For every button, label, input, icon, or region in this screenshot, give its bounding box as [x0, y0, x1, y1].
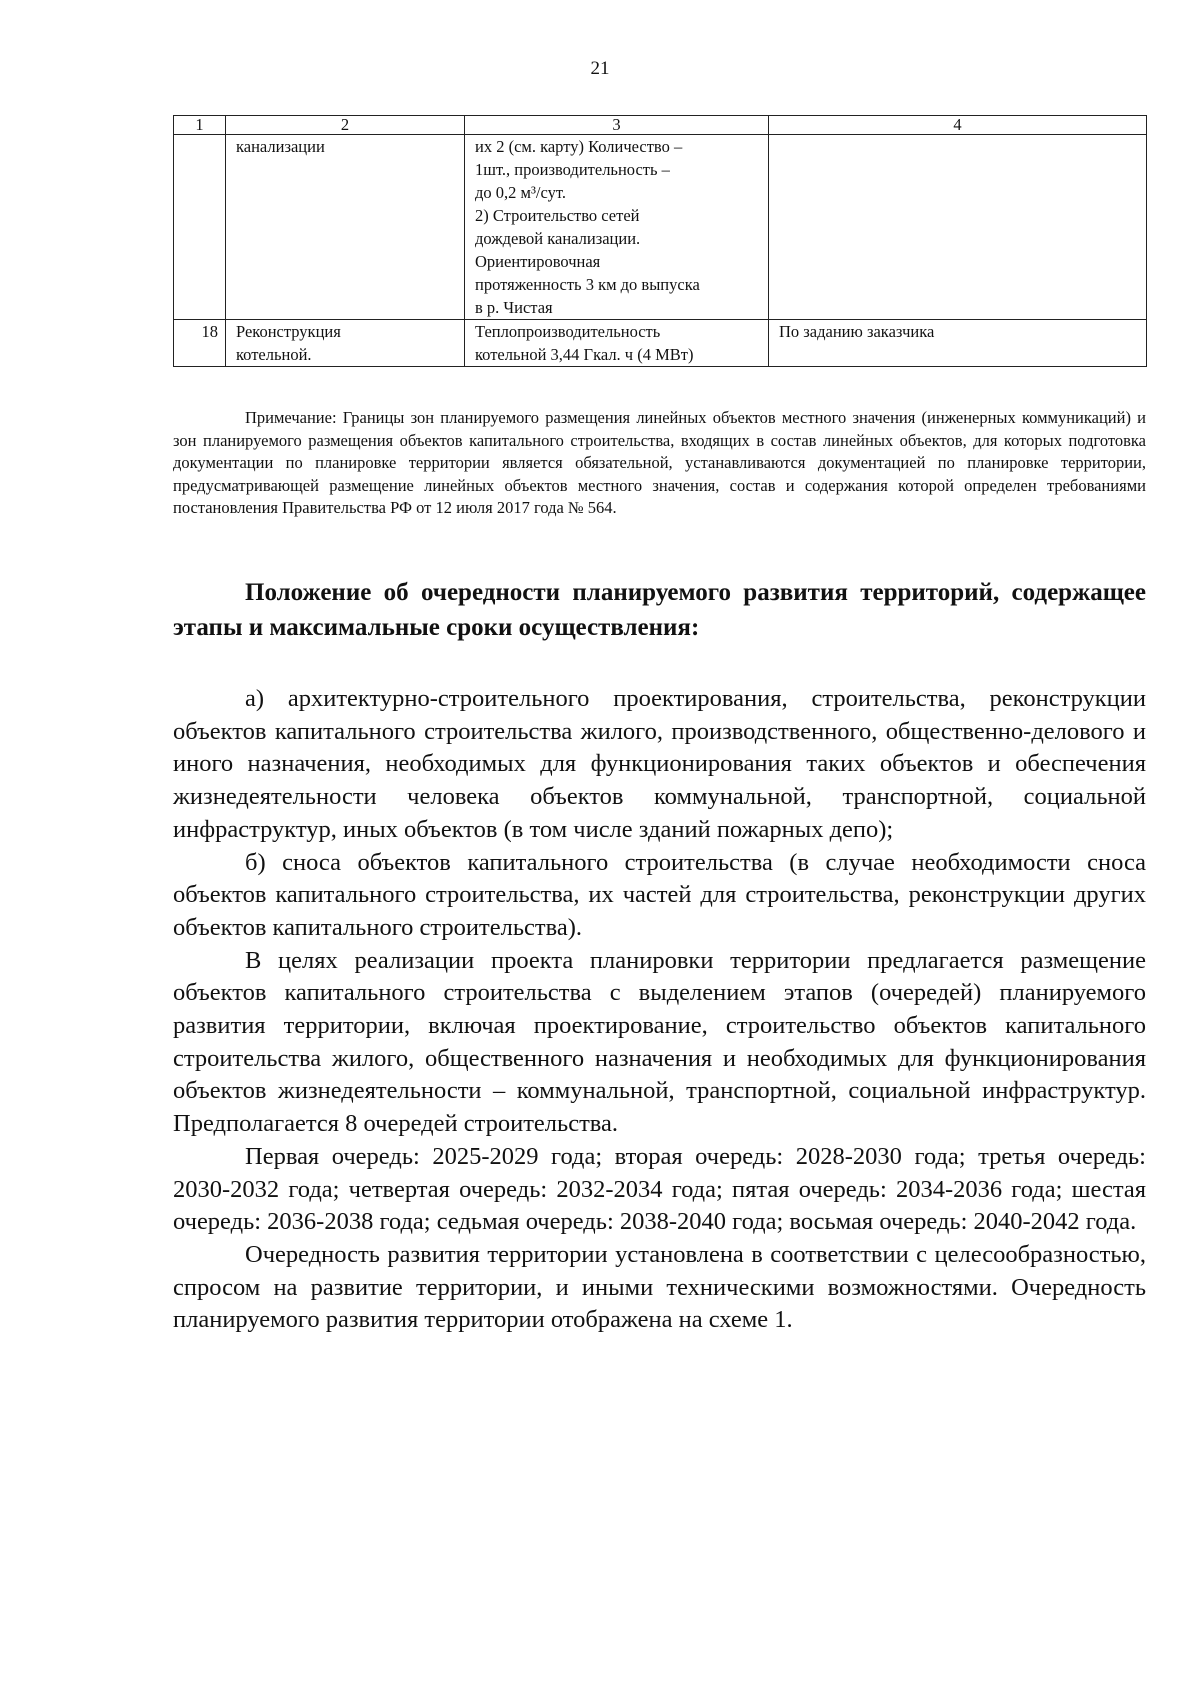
paragraph: а) архитектурно-строительного проектирования, строительства, реконструкции объектов капитального строительства жилого, производственного, общественно-делового и иного назначения, необходимых для функционирования таких объектов и обеспечения жизнедеятельности человека объектов коммунальной, транспортной, социальной инфраструктур, иных объектов (в том числе зданий пожарных депо);	[173, 685, 1146, 843]
row-number	[174, 135, 226, 320]
paragraph: Первая очередь: 2025-2029 года; вторая очередь: 2028-2030 года; третья очередь: 2030-2032 года; четвертая очередь: 2032-2034 года; пятая очередь: 2034-2036 года; шестая очередь: 2036-2038 года; седьмая очередь: 2038-2040 года; восьмая очередь: 2040-2042 года.	[173, 1142, 1146, 1236]
section-heading: Положение об очередности планируемого развития территорий, содержащее этапы и максимальные сроки осуществления:	[173, 579, 1146, 641]
row-number: 18	[174, 320, 226, 367]
column-header: 1	[174, 116, 226, 135]
column-header: 3	[465, 116, 769, 135]
cell-line: дождевой канализации.	[475, 229, 641, 248]
note-cell: По заданию заказчика	[769, 320, 1147, 367]
cell-line: Реконструкция	[236, 322, 341, 341]
section-heading-block	[173, 575, 1146, 645]
page-number: 21	[590, 58, 610, 79]
cell-line: их 2 (см. карту) Количество –	[475, 137, 683, 156]
body-text	[173, 676, 1146, 1337]
object-name-cell	[226, 135, 465, 320]
cell-line: котельной.	[236, 345, 312, 364]
table-row	[174, 135, 1147, 320]
cell-line: 1шт., производительность –	[475, 160, 670, 179]
cell-line: канализации	[236, 137, 325, 156]
table-row	[174, 320, 1147, 367]
paragraph: б) сноса объектов капитального строительства (в случае необходимости сноса объектов капитального строительства, их частей для строительства, реконструкции других объектов капитального строительства).	[173, 848, 1146, 941]
footnote-block	[173, 407, 1146, 520]
table-header-row	[174, 116, 1147, 135]
cell-line: Теплопроизводительность	[475, 322, 661, 341]
projects-table	[173, 115, 1147, 367]
paragraph: В целях реализации проекта планировки территории предлагается размещение объектов капитального строительства с выделением этапов (очередей) планируемого развития территории, включая проектирование, строительство объектов капитального строительства жилого, общественного назначения и необходимых для функционирования объектов жизнедеятельности – коммунальной, транспортной, социальной инфраструктур. Предполагается 8 очередей строительства.	[173, 946, 1146, 1138]
description-cell	[465, 320, 769, 367]
footnote-text: Примечание: Границы зон планируемого размещения линейных объектов местного значения (инженерных коммуникаций) и зон планируемого размещения объектов капитального строительства, входящих в состав линейных объектов, для которых подготовка документации по планировке территории является обязательной, устанавливаются документацией по планировке территории, предусматривающей размещение линейных объектов местного значения, состав и содержания которой определен требованиями постановления Правительства РФ от 12 июля 2017 года № 564.	[173, 408, 1146, 517]
column-header: 4	[769, 116, 1147, 135]
note-cell	[769, 135, 1147, 320]
cell-line: котельной 3,44 Гкал. ч (4 МВт)	[475, 345, 694, 364]
cell-line: в р. Чистая	[475, 298, 553, 317]
cell-line: Ориентировочная	[475, 252, 601, 271]
cell-line: протяженность 3 км до выпуска	[475, 275, 700, 294]
cell-line: до 0,2 м³/сут.	[475, 183, 566, 202]
paragraph: Очередность развития территории установлена в соответствии с целесообразностью, спросом на развитие территории, и иными техническими возможностями. Очередность планируемого развития территории отображена на схеме 1.	[173, 1240, 1146, 1334]
cell-line: 2) Строительство сетей	[475, 206, 640, 225]
object-name-cell	[226, 320, 465, 367]
column-header: 2	[226, 116, 465, 135]
description-cell	[465, 135, 769, 320]
